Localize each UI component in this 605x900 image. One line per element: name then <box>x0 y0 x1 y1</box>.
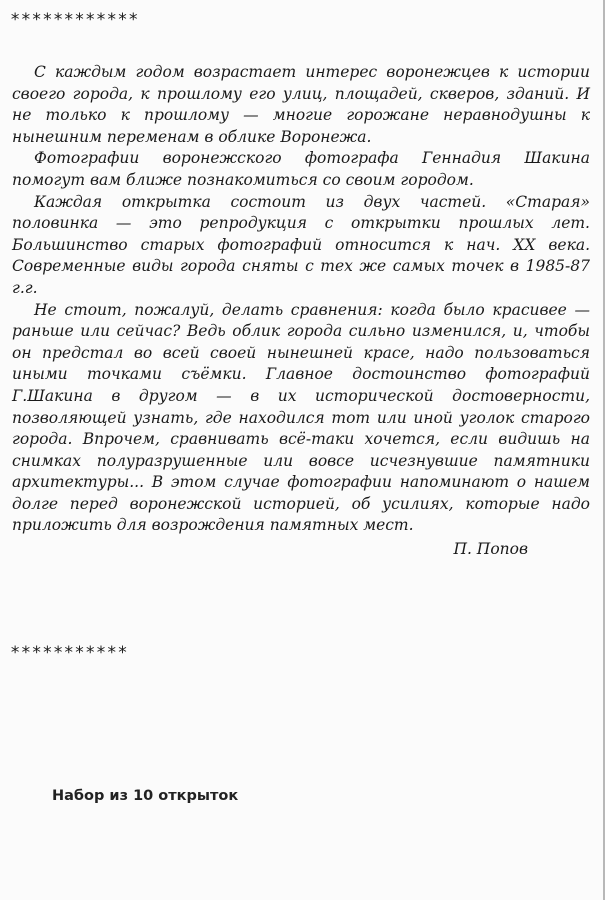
decorative-stars-top: ************ <box>10 10 139 30</box>
author-signature: П. Попов <box>453 540 528 559</box>
intro-text <box>12 62 590 561</box>
paragraph-photographer: Фотографии воронежского фотографа Геннадия Шакина помогут вам ближе познакомиться со своим городом. <box>12 149 590 189</box>
decorative-stars-bottom: *********** <box>10 643 129 663</box>
paragraph-comparison: Не стоит, пожалуй, делать сравнения: когда было красивее — раньше или сейчас? Ведь облик города сильно изменился, и, чтобы он предстал во всей своей нынешней красе, надо пользоваться иными точками съёмки. Главное достоинство фотографий Г.Шакина в другом — в их исторической достоверности, позволяющей узнать, где находился тот или иной уголок старого города. Впрочем, сравнивать всё-таки хочется, если видишь на снимках полуразрушенные или вовсе исчезнувшие памятники архитектуры... В этом случае фотографии напоминают о нашем долге перед воронежской историей, об усилиях, которые надо приложить для возрождения памятных мест. <box>12 300 590 535</box>
set-label: Набор из 10 открыток <box>52 788 239 804</box>
paragraph-intro: С каждым годом возрастает интерес воронежцев к истории своего города, к прошлому его улиц, площадей, скверов, зданий. И не только к прошлому — многие горожане неравнодушны к нынешним переменам в облике Воронежа. <box>12 63 590 146</box>
paragraph-postcard-parts: Каждая открытка состоит из двух частей. «Старая» половинка — это репродукция с открытки прошлых лет. Большинство старых фотографий относится к нач. XX века. Современные виды города сняты с тех же самых точек в 1985-87 г.г. <box>12 192 590 297</box>
